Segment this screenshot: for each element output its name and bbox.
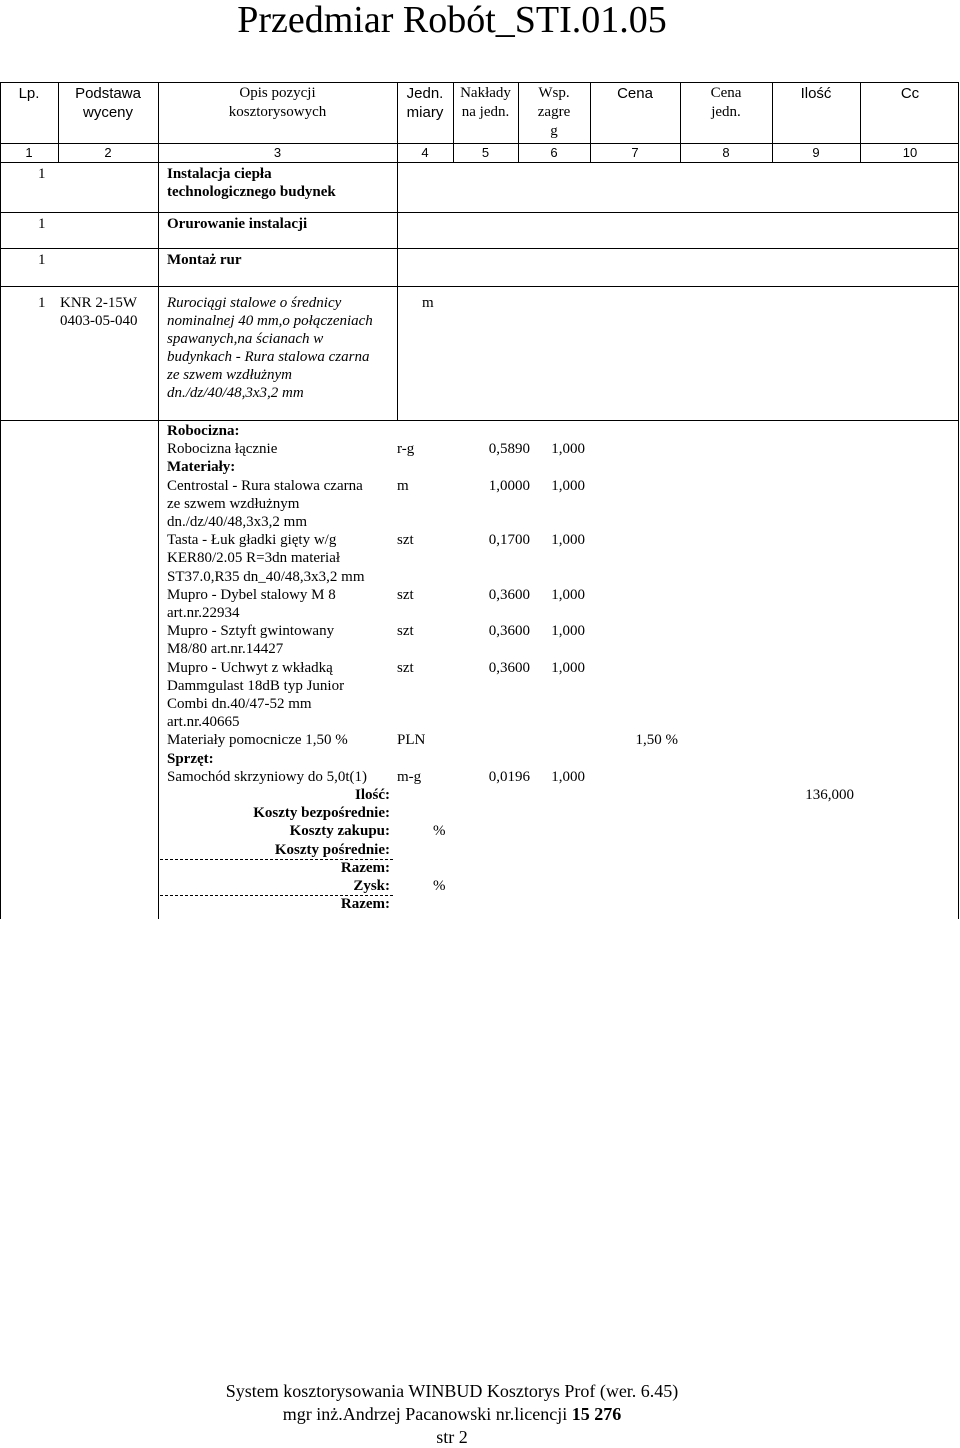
column-header-label: wyceny — [82, 104, 134, 121]
column-header-label: Cena — [617, 85, 653, 102]
column-number: 1 — [25, 145, 33, 160]
section-line-desc — [397, 212, 398, 248]
header-bottom-border — [0, 143, 958, 144]
resource-price: 1,50 % — [635, 732, 678, 749]
resource-norm: 0,0196 — [488, 768, 530, 785]
resource-coef: 1,000 — [551, 768, 585, 785]
position-lp: 1 — [38, 295, 46, 311]
section-lp: 1 — [38, 166, 46, 182]
resource-unit: szt — [397, 532, 414, 549]
column-header-label: kosztorysowych — [228, 104, 327, 120]
resource-coef: 1,000 — [551, 586, 585, 603]
column-number: 8 — [722, 145, 730, 160]
resource-description: Materiały pomocnicze 1,50 % — [167, 732, 348, 749]
resource-description: Robocizna łącznie — [167, 441, 278, 458]
column-header-label: Wsp. — [538, 85, 570, 101]
summary-label: Koszty zakupu: — [289, 823, 390, 840]
resource-description: ze szwem wzdłużnym — [167, 495, 300, 512]
column-header-label: miary — [406, 104, 444, 121]
resource-unit: szt — [397, 586, 414, 603]
section-line-basis — [158, 248, 159, 286]
footer-license — [0, 1403, 904, 1425]
resource-description: Centrostal - Rura stalowa czarna — [167, 477, 363, 494]
column-number: 4 — [421, 145, 429, 160]
section-line-right — [958, 248, 959, 286]
resource-norm: 0,5890 — [488, 441, 530, 458]
column-header-label: Jedn. — [406, 85, 444, 102]
position-description: spawanych,na ścianach w — [167, 331, 324, 347]
resource-norm: 0,3600 — [488, 659, 530, 676]
section-line-left — [0, 212, 1, 248]
header-top-border — [0, 82, 958, 83]
resource-description: Mupro - Sztyft gwintowany — [167, 623, 335, 640]
summary-unit: % — [433, 823, 446, 840]
footer-license-number: 15 276 — [571, 1404, 622, 1424]
resource-unit: m — [397, 477, 409, 494]
resource-coef: 1,000 — [551, 477, 585, 494]
resource-unit: szt — [397, 623, 414, 640]
column-number: 10 — [902, 145, 918, 160]
position-basis: 0403-05-040 — [60, 313, 138, 329]
resource-description: Mupro - Dybel stalowy M 8 — [167, 586, 336, 603]
resource-description: art.nr.40665 — [167, 714, 240, 731]
summary-label: Koszty bezpośrednie: — [253, 805, 390, 822]
column-header-label: zagre — [537, 104, 571, 120]
resource-coef: 1,000 — [551, 659, 585, 676]
section-line-right — [958, 162, 959, 212]
column-header-label: Nakłady — [460, 85, 511, 101]
position-line-desc — [397, 286, 398, 420]
column-number: 3 — [273, 145, 282, 160]
position-description: Rurociągi stalowe o średnicy — [167, 295, 342, 311]
position-description: dn./dz/40/48,3x3,2 mm — [167, 385, 304, 401]
summary-label: Zysk: — [353, 878, 390, 894]
resource-group-label: Robocizna: — [167, 423, 240, 439]
column-number: 2 — [104, 145, 112, 160]
section-row-border — [0, 286, 958, 287]
section-line-left — [0, 248, 1, 286]
resource-coef: 1,000 — [551, 532, 585, 549]
resource-norm: 0,3600 — [488, 586, 530, 603]
resource-unit: szt — [397, 659, 414, 676]
column-number: 7 — [631, 145, 639, 160]
resource-line-basis — [158, 419, 159, 919]
page-title: Przedmiar Robót_STI.01.05 — [237, 0, 667, 41]
position-line-basis — [158, 286, 159, 420]
section-line-desc — [397, 162, 398, 212]
resource-description: Dammgulast 18dB typ Junior — [167, 677, 345, 694]
resource-norm: 0,3600 — [488, 623, 530, 640]
resource-description: Tasta - Łuk gładki gięty w/g — [167, 532, 337, 549]
resource-norm: 0,1700 — [488, 532, 530, 549]
section-line-left — [0, 162, 1, 212]
position-description: ze szwem wzdłużnym — [167, 367, 293, 383]
column-header-label: g — [550, 123, 558, 139]
column-number: 6 — [550, 145, 558, 160]
section-line-desc — [397, 248, 398, 286]
section-line-basis — [158, 212, 159, 248]
footer-software: System kosztorysowania WINBUD Kosztorys Prof (wer. 6.45) — [225, 1381, 679, 1401]
position-row-border — [0, 420, 958, 421]
resource-description: Mupro - Uchwyt z wkładką — [167, 659, 333, 676]
column-header-label: Ilość — [800, 85, 832, 102]
column-number: 9 — [812, 145, 820, 160]
resource-coef: 1,000 — [551, 623, 585, 640]
section-name: technologicznego budynek — [167, 184, 336, 200]
section-name: Montaż rur — [167, 252, 242, 268]
resource-description: KER80/2.05 R=3dn materiał — [167, 550, 341, 567]
number-row-bottom-border — [0, 162, 958, 163]
resource-description: ST37.0,R35 dn_40/48,3x3,2 mm — [167, 568, 365, 585]
column-header-label: jedn. — [711, 104, 741, 120]
position-description: budynkach - Rura stalowa czarna — [167, 349, 370, 365]
resource-line-right — [958, 419, 959, 919]
section-row-border — [0, 212, 958, 213]
section-name: Instalacja ciepła — [167, 166, 272, 182]
resource-description: Samochód skrzyniowy do 5,0t(1) — [167, 768, 367, 785]
resource-unit: PLN — [397, 732, 426, 749]
resource-unit: m-g — [397, 768, 422, 785]
column-header-label: Podstawa — [75, 85, 141, 102]
resource-description: dn./dz/40/48,3x3,2 mm — [167, 514, 307, 530]
footer-page-number: str 2 — [436, 1427, 468, 1447]
section-lp: 1 — [38, 216, 46, 232]
position-description: nominalnej 40 mm,o połączeniach — [167, 313, 373, 329]
column-header-label: Cc — [900, 85, 920, 102]
column-header-label: Opis pozycji — [239, 85, 316, 101]
column-number: 5 — [481, 145, 490, 160]
resource-description: art.nr.22934 — [167, 605, 240, 621]
section-line-basis — [158, 162, 159, 212]
position-unit: m — [422, 295, 434, 311]
position-basis: KNR 2-15W — [60, 295, 138, 311]
summary-label: Razem: — [340, 896, 390, 913]
column-header-label: Cena — [710, 85, 742, 101]
column-header-label: na jedn. — [461, 104, 510, 120]
position-line-left — [0, 286, 1, 420]
summary-unit: % — [433, 878, 446, 894]
column-header-label: Lp. — [18, 85, 40, 102]
section-row-border — [0, 248, 958, 249]
section-name: Orurowanie instalacji — [167, 216, 308, 232]
resource-line-left — [0, 419, 1, 919]
summary-label: Ilość: — [355, 787, 390, 803]
summary-label: Razem: — [340, 859, 390, 876]
resource-description: M8/80 art.nr.14427 — [167, 641, 284, 658]
resource-group-label: Materiały: — [167, 459, 236, 476]
resource-group-label: Sprzęt: — [167, 750, 214, 767]
summary-label: Koszty pośrednie: — [274, 841, 390, 858]
resource-unit: r-g — [397, 441, 415, 458]
resource-coef: 1,000 — [551, 441, 585, 458]
summary-quantity: 136,000 — [805, 787, 854, 803]
resource-norm: 1,0000 — [488, 477, 530, 494]
section-line-right — [958, 212, 959, 248]
section-lp: 1 — [38, 252, 46, 268]
position-line-right — [958, 286, 959, 420]
footer-license-text: mgr inż.Andrzej Pacanowski nr.licencji — [282, 1404, 572, 1424]
resource-description: Combi dn.40/47-52 mm — [167, 696, 312, 712]
